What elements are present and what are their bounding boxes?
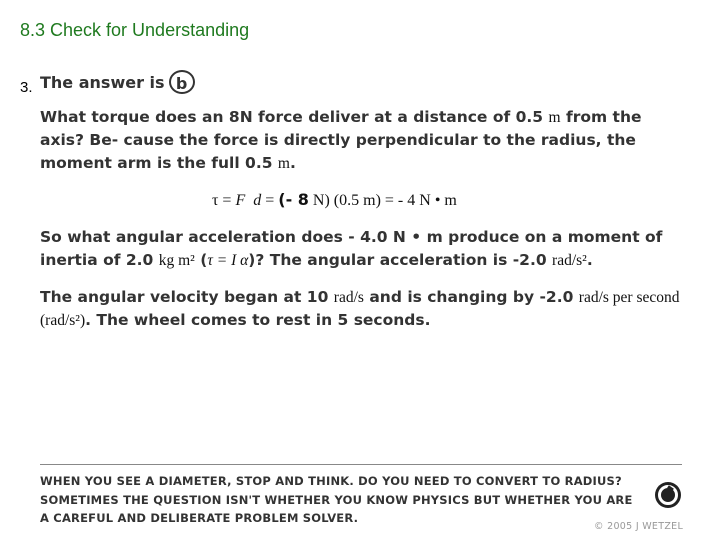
velocity-text-2: and is changing by -2.0: [369, 288, 574, 306]
angular-acceleration-paragraph: [40, 226, 685, 272]
accel-text-2: produce on a moment of inertia of 2.0: [40, 228, 663, 269]
velocity-text-3: . The wheel comes to rest in 5 seconds.: [85, 311, 431, 329]
accel-torque-value: - 4.0 N • m: [348, 228, 443, 246]
inertia-unit: kg m²: [158, 252, 195, 269]
tip-text: WHEN YOU SEE A DIAMETER, STOP AND THINK. DO YOU NEED TO CONVERT TO RADIUS? SOMETIMES THE QUESTION ISN'T WHETHER YOU KNOW PHYSICS BUT WHETHER YOU ARE A CAREFUL AND DELIBERATE PROBLEM SOLVER.: [40, 474, 633, 525]
copyright-notice: © 2005 J WETZEL: [594, 521, 684, 532]
torque-text-2: from the axis? Be- cause the force is directly perpendicular to the radius, the moment arm is the full 0.5: [40, 108, 642, 172]
equation-lhs: τ =: [212, 192, 236, 209]
velocity-text-1: The angular velocity began at 10: [40, 288, 329, 306]
accel-text-end: .: [586, 251, 593, 269]
velocity-unit-2: rad/s per second (rad/s²): [40, 289, 680, 329]
angular-velocity-paragraph: [40, 286, 685, 332]
equation-force-symbol: F: [235, 192, 246, 209]
accel-text-1: So what angular acceleration does: [40, 228, 343, 246]
equation-open-paren: (: [278, 190, 286, 209]
stop-think-icon: [654, 481, 682, 509]
torque-paragraph: [40, 106, 685, 175]
equation-distance-symbol: d: [253, 192, 262, 209]
torque-text-end: .: [289, 154, 296, 172]
accel-unit: rad/s²: [552, 252, 587, 269]
torque-unit-1: m: [548, 109, 561, 126]
torque-equation: [212, 190, 457, 210]
answer-choice-circle: b: [169, 70, 195, 94]
torque-text-1: What torque does an 8N force deliver at a distance of 0.5: [40, 108, 544, 126]
formula-open: (: [200, 251, 208, 269]
page-title: 8.3 Check for Understanding: [20, 20, 250, 40]
velocity-unit-1: rad/s: [333, 289, 364, 306]
answer-prefix: The answer is: [40, 72, 165, 92]
divider-line: [40, 464, 682, 465]
accel-formula: τ = I α: [207, 252, 249, 269]
torque-unit-2: m: [277, 155, 290, 172]
answer-line: [40, 70, 195, 94]
question-number: 3.: [20, 79, 33, 96]
equation-equals: =: [265, 192, 279, 209]
equation-rest: N) (0.5 m) = - 4 N • m: [308, 192, 457, 209]
accel-text-3: )? The angular acceleration is -2.0: [248, 251, 547, 269]
equation-force-value: - 8: [285, 190, 309, 209]
